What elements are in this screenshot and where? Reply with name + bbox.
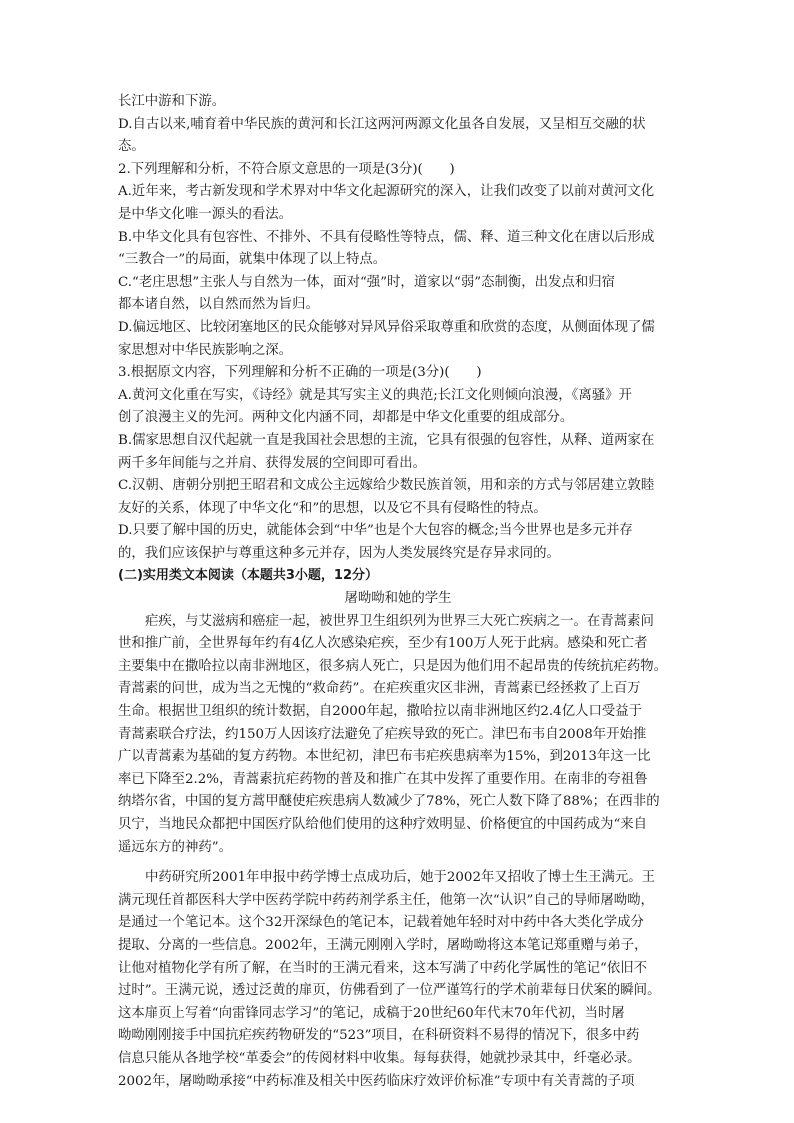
text-line: “三教合一”的局面，就集中体现了以上特点。 — [118, 252, 387, 268]
text-line: 主要集中在撒哈拉以南非洲地区，很多病人死亡，只是因为他们用不起昂贵的传统抗疟药物。 — [118, 658, 668, 674]
article-paragraph-1 — [118, 611, 678, 860]
text-line: 都本诸自然，以自然而然为旨归。 — [118, 297, 319, 313]
text-line: 生命。根据世卫组织的统计数据，自2000年起，撒哈拉以南非洲地区约2.4亿人口受益于 — [118, 704, 643, 720]
text-line: 呦呦刚刚接手中国抗疟疾药物研发的“523”项目，在科研资料不易得的情况下，很多中药 — [118, 1028, 640, 1044]
option-d: D.只要了解中国的历史，就能体会到“中华”也是个大包容的概念;当今世界也是多元并存 — [118, 523, 633, 539]
document-page — [118, 91, 678, 1093]
text-line: 广以青蒿素为基础的复方药物。本世纪初，津巴布韦疟疾患病率为15%，到2013年这一比 — [118, 749, 651, 765]
text-line: 率已下降至2.2%，青蒿素抗疟药物的普及和推广在其中发挥了重要作用。在南非的夸祖鲁 — [118, 771, 648, 787]
text-line: 家思想对中华民族影响之深。 — [118, 342, 293, 358]
option-a: A.黄河文化重在写实，《诗经》就是其写实主义的典范;长江文化则倾向浪漫，《离骚》开 — [118, 387, 632, 403]
text-line: 两千多年间能与之并肩、获得发展的空间即可看出。 — [118, 455, 426, 471]
question-2-stem: 2.下列理解和分析，不符合原文意思的一项是(3分)( ) — [118, 161, 455, 177]
text-line: 长江中游和下游。 — [118, 94, 226, 109]
text-line: 遥远东方的神药”。 — [118, 839, 232, 855]
text-line: 青蒿素的问世，成为当之无愧的“救命药”。在疟疾重灾区非洲，青蒿素已经拯救了上百万 — [118, 681, 641, 697]
text-line: 世和推广前，全世界每年约有4亿人次感染疟疾，至少有100万人死于此病。感染和死亡者 — [118, 636, 648, 652]
text-line: 让他对植物化学有所了解，在当时的王满元看来，这本写满了中药化学属性的笔记“依旧不 — [118, 960, 648, 976]
text-line: 的，我们应该保护与尊重这种多元并存，因为人类发展终究是存异求同的。 — [118, 545, 560, 561]
text-line: 2002年，屠呦呦承接“中药标准及相关中医药临床疗效评价标准”专项中有关青蒿的子项 — [118, 1073, 635, 1089]
text-line: 友好的关系，体现了中华文化“和”的思想，以及它不具有侵略性的特点。 — [118, 500, 547, 516]
text-line: D.自古以来,哺育着中华民族的黄河和长江这两河两源文化虽各自发展，又呈相互交融的状 — [118, 116, 646, 132]
text-line: 态。 — [118, 139, 145, 155]
text-line: 青蒿素联合疗法，约150万人因该疗法避免了疟疾导致的死亡。津巴布韦自2008年开始推 — [118, 726, 647, 742]
text-line: 满元现任首都医科大学中医药学院中药药剂学系主任，他第一次“认识”自己的导师屠呦呦， — [118, 892, 654, 908]
article-paragraph-2 — [118, 867, 678, 1093]
text-line: 是通过一个笔记本。这个32开深绿色的笔记本，记载着她年轻时对中药中各大类化学成分 — [118, 915, 644, 931]
option-c: C.“老庄思想”主张人与自然为一体，面对“强”时，道家以“弱”态制衡，出发点和归宿 — [118, 274, 615, 290]
text-line: 疟疾，与艾滋病和癌症一起，被世界卫生组织列为世界三大死亡疾病之一。在青蒿素问 — [145, 613, 654, 629]
text-line: 信息只能从各地学校“革委会”的传阅材料中收集。每每获得，她就抄录其中，纤毫必录。 — [118, 1050, 641, 1066]
option-b: B.中华文化具有包容性、不排外、不具有侵略性等特点，儒、释、道三种文化在唐以后形成 — [118, 229, 655, 245]
text-line: 纳塔尔省，中国的复方蒿甲醚使疟疾患病人数减少了78%，死亡人数下降了88%；在西非的 — [118, 794, 660, 810]
text-line: 过时”。王满元说，透过泛黄的扉页，仿佛看到了一位严谨笃行的学术前辈每日伏案的瞬间。 — [118, 983, 661, 999]
section-heading: (二)实用类文本阅读（本题共3小题，12分） — [118, 568, 379, 584]
text-line: 中药研究所2001年申报中药学博士点成功后，她于2002年又招收了博士生王满元。王 — [145, 870, 656, 886]
text-line: 是中华文化唯一源头的看法。 — [118, 206, 293, 222]
text-line: 提取、分离的一些信息。2002年，王满元刚刚入学时，屠呦呦将这本笔记郑重赠与弟子， — [118, 937, 648, 953]
article-title: 屠呦呦和她的学生 — [344, 591, 452, 607]
question-3-stem: 3.根据原文内容，下列理解和分析不正确的一项是(3分)( ) — [118, 365, 482, 381]
option-a: A.近年来，考古新发现和学术界对中华文化起源研究的深入，让我们改变了以前对黄河文化 — [118, 184, 655, 200]
text-line: 创了浪漫主义的先河。两种文化内涵不同，却都是中华文化重要的组成部分。 — [118, 410, 574, 426]
text-line: 这本扉页上写着“向雷锋同志学习”的笔记，成稿于20世纪60年代末70年代初，当时屠 — [118, 1005, 625, 1021]
option-d: D.偏远地区、比较闭塞地区的民众能够对异风异俗采取尊重和欣赏的态度，从侧面体现了儒 — [118, 319, 655, 335]
text-line: 贝宁，当地民众都把中国医疗队给他们使用的这种疗效明显、价格便宜的中国药成为“来自 — [118, 817, 648, 832]
question-block — [118, 91, 678, 565]
option-c: C.汉朝、唐朝分别把王昭君和文成公主远嫁给少数民族首领，用和亲的方式与邻居建立敦睦 — [118, 478, 655, 494]
option-b: B.儒家思想自汉代起就一直是我国社会思想的主流，它具有很强的包容性，从释、道两家在 — [118, 432, 655, 448]
